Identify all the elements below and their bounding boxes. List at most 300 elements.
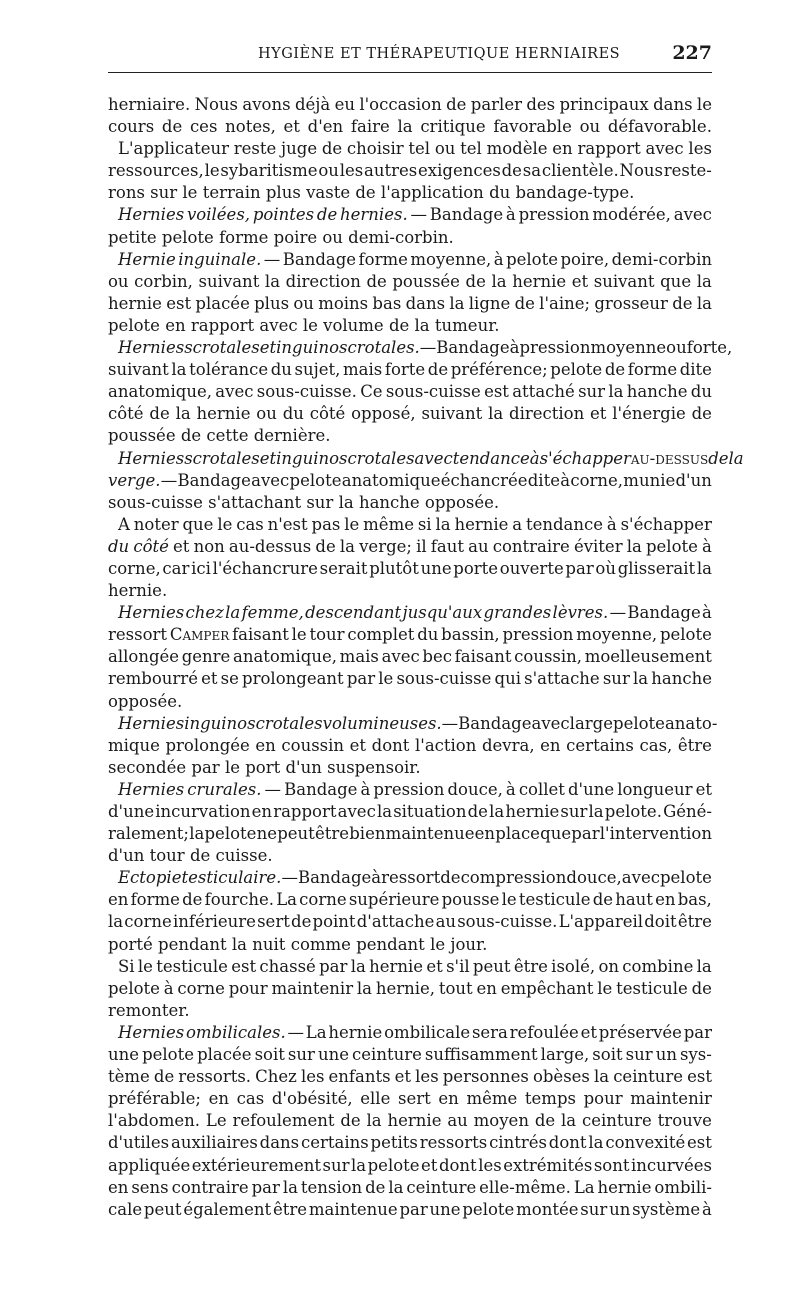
text-line <box>108 94 712 116</box>
word: tumeur. <box>434 315 500 335</box>
word: bas <box>372 293 402 313</box>
word: temps <box>524 1089 576 1109</box>
word: au <box>468 536 489 556</box>
word: Ce <box>360 382 383 402</box>
text-line <box>108 867 712 889</box>
word: et <box>283 117 300 137</box>
word: enfants <box>328 1067 391 1087</box>
word: si <box>417 514 432 534</box>
word: le <box>182 183 198 203</box>
word: à <box>505 205 516 225</box>
word: Si <box>118 956 135 976</box>
word: l'échancrure <box>212 558 318 578</box>
word: longueur <box>617 779 693 799</box>
word: tout <box>438 978 473 998</box>
word: sous-cuisse. <box>256 382 357 402</box>
word: côté <box>108 404 144 424</box>
word: ou <box>256 404 277 424</box>
word: hanche <box>358 492 420 512</box>
word: Bandage <box>429 205 504 225</box>
word: et <box>571 271 589 291</box>
word: secondée <box>108 757 187 777</box>
word: même <box>363 514 414 534</box>
word: la <box>608 382 624 402</box>
word: descendant <box>305 603 402 623</box>
word: du <box>417 625 439 645</box>
word: demi-corbin <box>611 249 712 269</box>
text-line <box>108 668 712 690</box>
word: sous-cuisse. <box>457 912 558 932</box>
word: que <box>540 824 572 844</box>
word: pelote <box>462 1199 515 1219</box>
word: à <box>163 978 174 998</box>
word: ressort <box>381 868 441 888</box>
word: l'énergie <box>612 404 686 424</box>
word: rapport <box>190 315 255 335</box>
word: sur <box>150 183 178 203</box>
word: Hernies <box>118 603 185 623</box>
word: d'attache <box>356 912 435 932</box>
word: en <box>108 890 129 910</box>
word: — <box>441 713 459 733</box>
word: refoulée <box>509 1022 579 1042</box>
word: à <box>701 1199 712 1219</box>
word: en <box>655 890 676 910</box>
word: contraire <box>171 1177 249 1197</box>
word: tolérance <box>189 360 269 380</box>
word: est <box>687 1067 712 1087</box>
word: dont <box>438 1155 477 1175</box>
word: crurales. <box>187 779 262 799</box>
word: maintenir <box>271 978 354 998</box>
word: on <box>598 956 619 976</box>
word: déjà <box>294 95 331 114</box>
word: de <box>708 448 729 468</box>
text-line <box>108 956 712 978</box>
word: en <box>552 139 573 159</box>
word: jusqu'aux <box>402 603 483 623</box>
word: moyenne <box>590 338 667 358</box>
word: sur <box>580 1199 608 1219</box>
word: opposée. <box>424 492 500 512</box>
word: porte <box>453 558 499 578</box>
word: forte <box>384 360 426 380</box>
word: en <box>208 1089 230 1109</box>
word: anato- <box>664 713 718 733</box>
text-line <box>108 1066 712 1088</box>
text-line <box>108 160 712 182</box>
word: poire <box>273 227 318 247</box>
word: contraire <box>492 536 570 556</box>
word: la <box>696 956 712 976</box>
word: pression <box>519 338 591 358</box>
word: par <box>251 1177 280 1197</box>
word: suivant <box>108 360 169 380</box>
word: lèvres. <box>552 603 609 623</box>
word: non <box>193 536 225 556</box>
word: isolé, <box>551 956 596 976</box>
text-line <box>108 757 712 779</box>
word: être <box>513 956 548 976</box>
word: pelote <box>613 713 665 733</box>
word: sur <box>306 492 334 512</box>
word: mique <box>108 735 160 755</box>
word: hernies. <box>340 205 408 225</box>
word: ici <box>191 558 211 578</box>
word: auxiliaires <box>170 1133 258 1153</box>
text-line <box>108 934 712 956</box>
word: tel <box>460 139 482 159</box>
text-line <box>108 293 712 315</box>
word: tème <box>108 1067 150 1087</box>
word: testicule <box>156 956 228 976</box>
word: la <box>561 1111 577 1131</box>
word: plus <box>265 183 301 203</box>
word: ceinture <box>581 1111 652 1131</box>
word: avec <box>531 713 570 733</box>
word: la <box>489 802 505 821</box>
word: dite <box>679 360 712 380</box>
word: et <box>695 779 712 799</box>
word: inférieure <box>172 912 256 932</box>
word: sur <box>578 382 606 402</box>
word: une <box>420 558 452 578</box>
word: mais <box>343 360 383 380</box>
word: en <box>474 824 496 844</box>
word: prolongée <box>165 735 250 755</box>
word: hernie <box>328 1022 383 1042</box>
word: le <box>302 315 318 335</box>
word: dernière. <box>253 426 331 446</box>
word: doit <box>644 912 677 932</box>
word: le <box>224 757 240 777</box>
word: soit <box>592 1045 623 1065</box>
word: — <box>609 603 627 623</box>
word: de <box>427 360 449 380</box>
word: la <box>366 1111 382 1131</box>
word: — <box>410 205 427 225</box>
word: testicule <box>518 890 591 910</box>
word: défavorable. <box>607 117 712 137</box>
text-line <box>108 1199 712 1221</box>
word: préférable; <box>108 1089 201 1109</box>
word: et <box>259 448 277 468</box>
word: hernie <box>196 404 251 424</box>
word: verge. <box>108 470 161 490</box>
word: A <box>118 514 130 534</box>
text-line <box>108 359 712 381</box>
word: dans <box>405 293 446 313</box>
word: qui <box>494 669 521 689</box>
word: dans <box>259 1133 300 1153</box>
word: inguinoscrotales. <box>276 338 420 358</box>
word: dite <box>527 470 560 490</box>
word: comme <box>290 934 351 954</box>
word: au-dessus <box>630 448 709 468</box>
word: et <box>426 956 443 976</box>
word: sens <box>131 1177 169 1197</box>
word: volume <box>323 315 384 335</box>
word: critique <box>420 117 486 137</box>
text-line <box>108 182 712 204</box>
word: la <box>632 669 649 689</box>
word: tension <box>300 1177 363 1197</box>
word: le <box>597 978 613 998</box>
word: de <box>467 802 488 821</box>
word: fourche. <box>204 890 275 910</box>
word: sur <box>322 1155 350 1175</box>
word: par <box>191 757 220 777</box>
word: la <box>696 558 712 578</box>
word: bas, <box>677 890 712 910</box>
text-line <box>108 425 712 447</box>
word: de <box>340 1111 361 1131</box>
word: être <box>677 912 712 932</box>
word: le <box>430 934 446 954</box>
word: peut <box>277 824 315 844</box>
word: est <box>687 1133 712 1153</box>
word: de <box>465 271 486 291</box>
word: d'un <box>285 757 322 777</box>
text-line <box>108 227 712 249</box>
word: de <box>388 315 410 335</box>
word: du <box>489 183 511 203</box>
word: scrotales <box>184 448 260 468</box>
word: elle-même. <box>479 1177 571 1197</box>
word: douce, <box>566 868 622 888</box>
word: la <box>414 315 430 335</box>
word: à <box>509 338 520 358</box>
word: la <box>231 934 248 954</box>
word: suivant <box>198 271 260 291</box>
text-line <box>108 624 712 646</box>
word: par <box>571 824 600 844</box>
word: de <box>180 426 202 446</box>
word: la <box>588 802 604 821</box>
word: Nous <box>194 95 239 114</box>
word: refoulement <box>232 1111 335 1131</box>
word: pas <box>311 514 341 534</box>
word: système <box>632 1199 701 1219</box>
word: faisant <box>232 625 289 645</box>
word: anatomique <box>341 470 441 490</box>
word: hernie <box>369 956 424 976</box>
word: de <box>691 404 712 424</box>
word: chassé <box>259 956 316 976</box>
word: notes, <box>225 117 276 137</box>
word: de <box>189 846 211 866</box>
word: ligne <box>468 293 511 313</box>
word: de <box>691 978 712 998</box>
word: moyenne, <box>576 625 658 645</box>
word: Le <box>205 1111 227 1131</box>
word: hernie. <box>108 581 168 601</box>
word: peut <box>143 1199 182 1219</box>
word: bandage-type. <box>515 183 635 203</box>
word: ceinture <box>406 1177 477 1197</box>
word: moelleusement <box>584 647 712 667</box>
word: les <box>415 1067 439 1087</box>
word: d'en <box>307 117 344 137</box>
word: reste- <box>663 161 712 181</box>
word: hernie, <box>375 978 436 998</box>
word: point <box>312 912 356 932</box>
word: large, <box>540 1045 590 1065</box>
word: préférence; <box>450 360 548 380</box>
word: à <box>529 448 540 468</box>
word: tour <box>149 846 185 866</box>
word: tendance <box>525 514 604 534</box>
word: large <box>569 713 614 733</box>
word: Bandage <box>177 470 251 490</box>
word: ou <box>579 117 601 137</box>
word: ceinture <box>613 1067 684 1087</box>
word: empêchant <box>500 978 594 998</box>
word: et <box>173 536 190 556</box>
word: testiculaire. <box>181 868 282 888</box>
word: la <box>264 271 281 291</box>
word: la <box>339 536 355 556</box>
word: avec <box>621 868 660 888</box>
word: à <box>702 536 712 556</box>
word: la <box>588 1133 604 1153</box>
word: plutôt <box>369 558 419 578</box>
word: personnes <box>442 1067 529 1087</box>
word: le <box>204 161 220 181</box>
word: suffisamment <box>424 1045 538 1065</box>
word: de <box>366 271 387 291</box>
word: Bandage <box>458 713 532 733</box>
word: hernie <box>505 802 560 821</box>
word: les <box>300 1067 325 1087</box>
word: jour. <box>450 934 488 954</box>
word: demi-corbin. <box>348 227 454 247</box>
word: sont <box>593 1155 630 1175</box>
word: de <box>440 868 461 888</box>
word: également <box>183 1199 272 1219</box>
word: pression <box>373 779 445 799</box>
word: de <box>291 912 312 932</box>
word: hanche <box>626 382 688 402</box>
word: — <box>263 249 281 269</box>
word: ceinture <box>352 1045 422 1065</box>
word: ralement; <box>108 824 189 844</box>
word: en <box>251 802 273 821</box>
word: par <box>565 558 594 578</box>
word: pour <box>583 1089 623 1109</box>
text-line <box>108 536 712 558</box>
word: Nous <box>619 161 663 181</box>
word: un <box>609 1199 631 1219</box>
word: ces <box>189 117 218 137</box>
word: Géné- <box>663 802 712 821</box>
word: L'appareil <box>558 912 644 932</box>
word: Hernies <box>118 779 185 799</box>
word: au-dessus <box>228 536 312 556</box>
word: même <box>466 1089 518 1109</box>
word: convexité <box>605 1133 686 1153</box>
word: ombili- <box>654 1177 712 1197</box>
word: la <box>491 271 507 291</box>
word: petite <box>108 227 157 247</box>
word: dont <box>371 735 410 755</box>
word: autres <box>364 161 418 181</box>
word: l'application <box>380 183 484 203</box>
word: collet <box>518 779 565 799</box>
word: vaste <box>306 183 351 203</box>
text-line <box>108 713 718 735</box>
text-line <box>108 735 712 757</box>
word: le <box>378 669 394 689</box>
word: en <box>540 735 561 755</box>
word: sur <box>287 1045 315 1065</box>
word: pelote <box>659 625 712 645</box>
word: pelote <box>142 1045 195 1065</box>
word: le <box>291 625 307 645</box>
word: forte, <box>686 338 733 358</box>
word: placée <box>197 1045 252 1065</box>
word: le <box>344 514 360 534</box>
word: hernie <box>108 293 162 313</box>
word: être <box>315 824 350 844</box>
word: favorable <box>493 117 572 137</box>
word: sys- <box>680 1045 712 1065</box>
word: est <box>166 293 192 313</box>
word: ou <box>322 227 343 247</box>
word: — <box>160 470 178 490</box>
word: coussin, <box>514 647 583 667</box>
word: Chez <box>255 1067 297 1087</box>
word: de <box>604 360 626 380</box>
word: Hernies <box>118 713 185 733</box>
word: la <box>225 603 241 623</box>
word: femme, <box>241 603 304 623</box>
word: corne, <box>570 470 624 490</box>
word: côté <box>133 536 169 556</box>
word: Bandage <box>284 779 358 799</box>
word: ressort <box>108 625 168 645</box>
word: choisir <box>346 139 404 159</box>
word: direction <box>285 271 361 291</box>
word: porté <box>108 934 153 954</box>
word: suspensoir. <box>327 757 421 777</box>
word: par <box>683 1022 712 1042</box>
word: l'intervention <box>599 824 712 844</box>
word: attaché <box>512 382 575 402</box>
text-line <box>108 271 712 293</box>
text-line <box>108 558 712 580</box>
text-line <box>108 779 712 801</box>
text-line <box>108 602 712 624</box>
word: Bandage <box>627 603 701 623</box>
word: la <box>435 514 451 534</box>
word: certains <box>300 1133 369 1153</box>
word: ressorts. <box>178 1067 252 1087</box>
text-line <box>108 470 712 492</box>
word: pelote <box>289 470 342 490</box>
word: éviter <box>573 536 623 556</box>
word: herniaire. <box>108 95 191 114</box>
word: munie <box>623 470 676 490</box>
word: en <box>165 315 186 335</box>
running-title: HYGIÈNE ET THÉRAPEUTIQUE HERNIAIRES <box>258 46 621 62</box>
word: situation <box>393 802 467 821</box>
word: d'un <box>675 470 712 490</box>
word: de <box>182 890 203 910</box>
word: ou <box>318 161 339 181</box>
word: pelote <box>161 227 214 247</box>
text-line <box>108 978 712 1000</box>
